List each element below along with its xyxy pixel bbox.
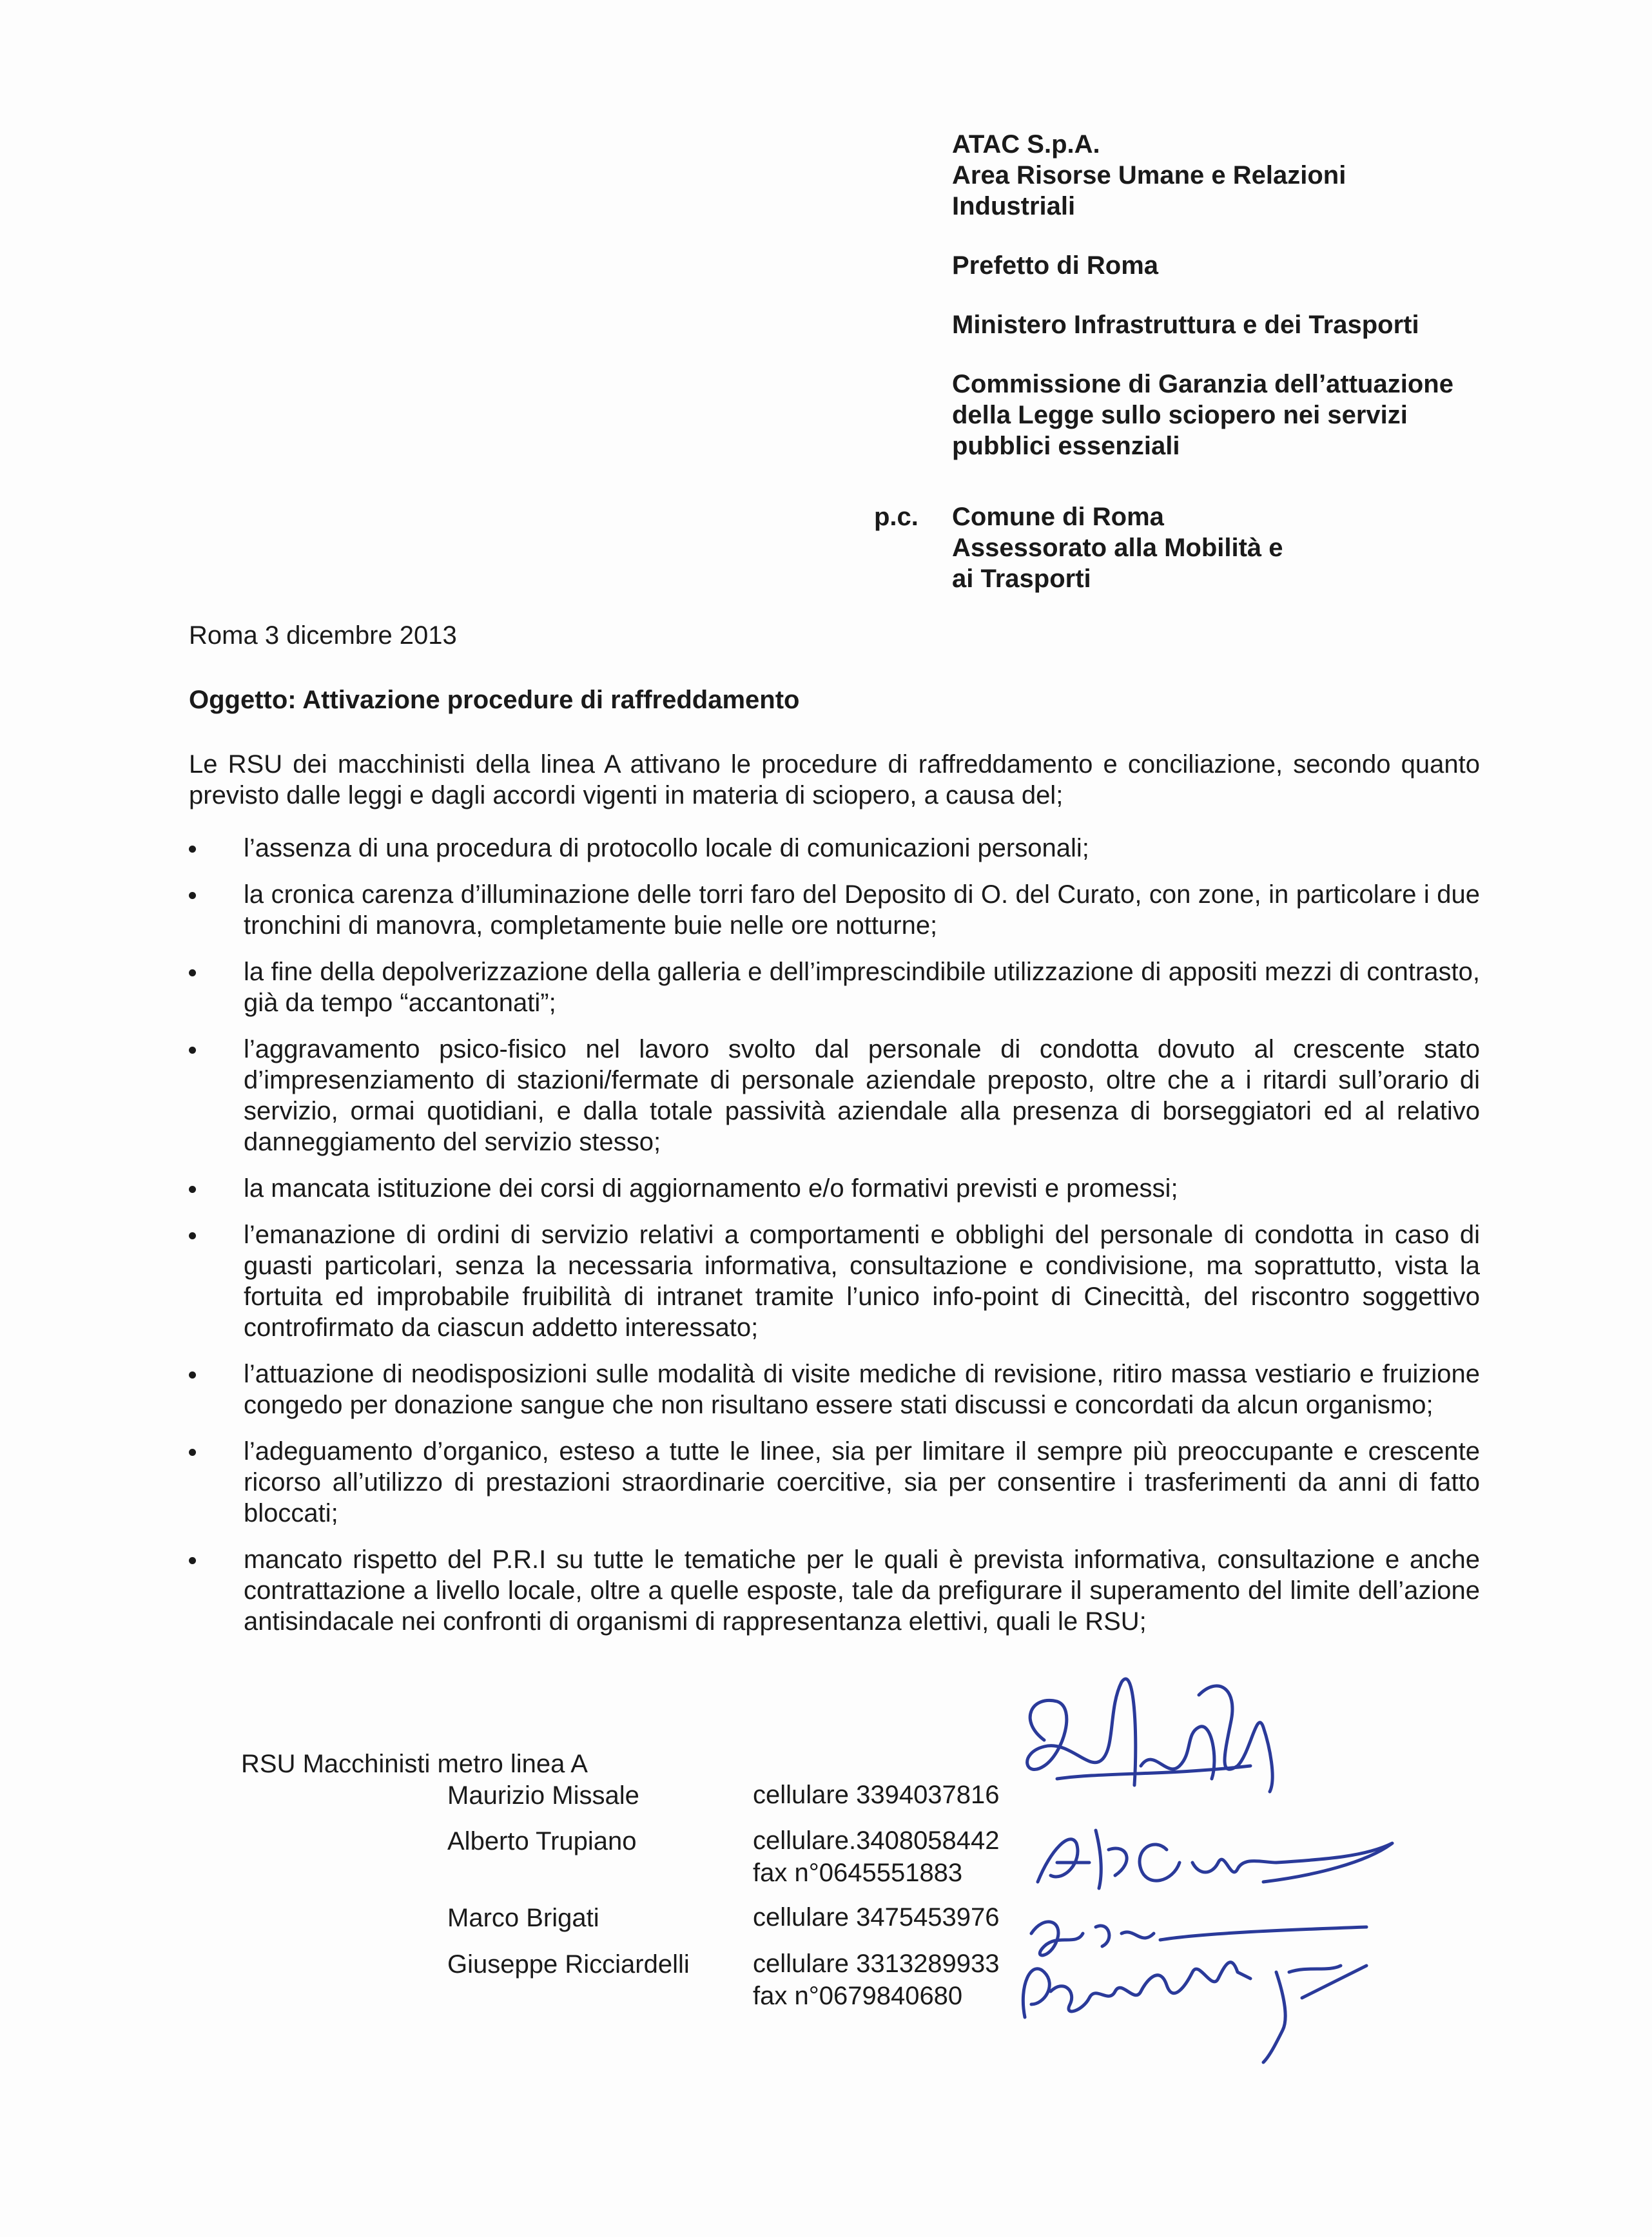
bullet-icon xyxy=(189,1047,196,1054)
bullet-icon xyxy=(189,846,196,853)
signer-name-ricciardelli: Giuseppe Ricciardelli xyxy=(447,1950,690,1979)
list-item xyxy=(189,1219,1480,1343)
list-item xyxy=(189,1544,1480,1637)
bullet-list xyxy=(189,833,1480,1652)
list-item-text: l’emanazione di ordini di servizio relativi a comportamenti e obblighi del personale di condotta in caso di guasti particolari, senza la necessaria informativa, consultazione e condivisione, ma soprattutto, vista la fortuita ed improbabile fruibilità di intranet tramite l’unico info-point di Cinecittà, del riscontro soggettivo controfirmato da ciascun addetto interessato; xyxy=(244,1221,1480,1342)
signer-name-trupiano: Alberto Trupiano xyxy=(447,1827,637,1855)
list-item xyxy=(189,956,1480,1018)
recipients-block xyxy=(952,129,1597,490)
signer-name-brigati: Marco Brigati xyxy=(447,1904,599,1932)
signer-name-missale: Maurizio Missale xyxy=(447,1781,639,1810)
list-item xyxy=(189,879,1480,941)
list-item-text: mancato rispetto del P.R.I su tutte le tematiche per le quali è prevista informativa, consultazione e anche contrattazione a livello locale, oltre a quelle esposte, tale da prefigurare il superamento del limite dell’azione antisindacale nei confronti di organismi di rappresentanza elettivi, quali le RSU; xyxy=(244,1545,1480,1636)
list-item-text: l’assenza di una procedura di protocollo locale di comunicazioni personali; xyxy=(244,834,1089,862)
recipient-prefetto: Prefetto di Roma xyxy=(952,251,1159,280)
list-item xyxy=(189,1436,1480,1529)
handwritten-signatures xyxy=(1006,1669,1457,2069)
bullet-icon xyxy=(189,1449,196,1456)
bullet-icon xyxy=(189,1232,196,1239)
pc-label: p.c. xyxy=(874,503,918,531)
signer-contact-missale: cellulare 3394037816 xyxy=(753,1781,1000,1809)
recipient-atac: ATAC S.p.A. Area Risorse Umane e Relazioni Industriali xyxy=(952,130,1346,220)
list-item-text: l’attuazione di neodisposizioni sulle modalità di visite mediche di revisione, ritiro massa vestiario e fruizione congedo per donazione sangue che non risultano essere stati discussi e concordati da alcun organismo; xyxy=(244,1360,1480,1419)
bullet-icon xyxy=(189,1557,196,1564)
intro-paragraph: Le RSU dei macchinisti della linea A attivano le procedure di raffreddamento e conciliazione, secondo quanto previsto dalle leggi e dagli accordi vigenti in materia di sciopero, a causa del; xyxy=(189,750,1480,809)
list-item-text: la cronica carenza d’illuminazione delle torri faro del Deposito di O. del Curato, con zone, in particolare i due tronchini di manovra, completamente buie nelle ore notturne; xyxy=(244,880,1480,940)
list-item xyxy=(189,1173,1480,1204)
letter-date: Roma 3 dicembre 2013 xyxy=(189,621,457,650)
signer-contact-trupiano: cellulare.3408058442 fax n°0645551883 xyxy=(753,1826,1000,1887)
list-item-text: la fine della depolverizzazione della galleria e dell’imprescindibile utilizzazione di appositi mezzi di contrasto, già da tempo “accantonati”; xyxy=(244,958,1480,1017)
bullet-icon xyxy=(189,969,196,976)
signature-missale xyxy=(1027,1679,1273,1792)
signature-ricciardelli xyxy=(1023,1962,1366,2062)
letter-subject: Oggetto: Attivazione procedure di raffreddamento xyxy=(189,686,800,714)
recipient-commissione: Commissione di Garanzia dell’attuazione della Legge sullo sciopero nei servizi pubblici essenziali xyxy=(952,370,1453,460)
recipient-ministero: Ministero Infrastruttura e dei Trasporti xyxy=(952,311,1419,339)
bullet-icon xyxy=(189,1186,196,1193)
signoff-label: RSU Macchinisti metro linea A xyxy=(241,1750,588,1778)
signature-trupiano xyxy=(1038,1830,1392,1888)
bullet-icon xyxy=(189,1371,196,1379)
signature-brigati xyxy=(1031,1922,1366,1955)
signer-contact-ricciardelli: cellulare 3313289933 fax n°0679840680 xyxy=(753,1950,1000,2010)
list-item-text: la mancata istituzione dei corsi di aggiornamento e/o formativi previsti e promessi; xyxy=(244,1174,1178,1203)
signer-contact-brigati: cellulare 3475453976 xyxy=(753,1903,1000,1932)
list-item xyxy=(189,833,1480,864)
bullet-icon xyxy=(189,892,196,899)
list-item xyxy=(189,1034,1480,1157)
list-item xyxy=(189,1359,1480,1420)
pc-recipient: Comune di Roma Assessorato alla Mobilità e ai Trasporti xyxy=(952,503,1283,593)
list-item-text: l’adeguamento d’organico, esteso a tutte le linee, sia per limitare il sempre più preoccupante e crescente ricorso all’utilizzo di prestazioni straordinarie coercitive, sia per consentire i trasferimenti da anni di fatto bloccati; xyxy=(244,1437,1480,1527)
list-item-text: l’aggravamento psico-fisico nel lavoro svolto dal personale di condotta dovuto al crescente stato d’impresenziamento di stazioni/fermate di personale aziendale preposto, oltre che a i ritardi sull’orario di servizio, ormai quotidiani, e dalla totale passività aziendale alla presenza di borseggiatori ed al relativo danneggiamento del servizio stesso; xyxy=(244,1035,1480,1156)
